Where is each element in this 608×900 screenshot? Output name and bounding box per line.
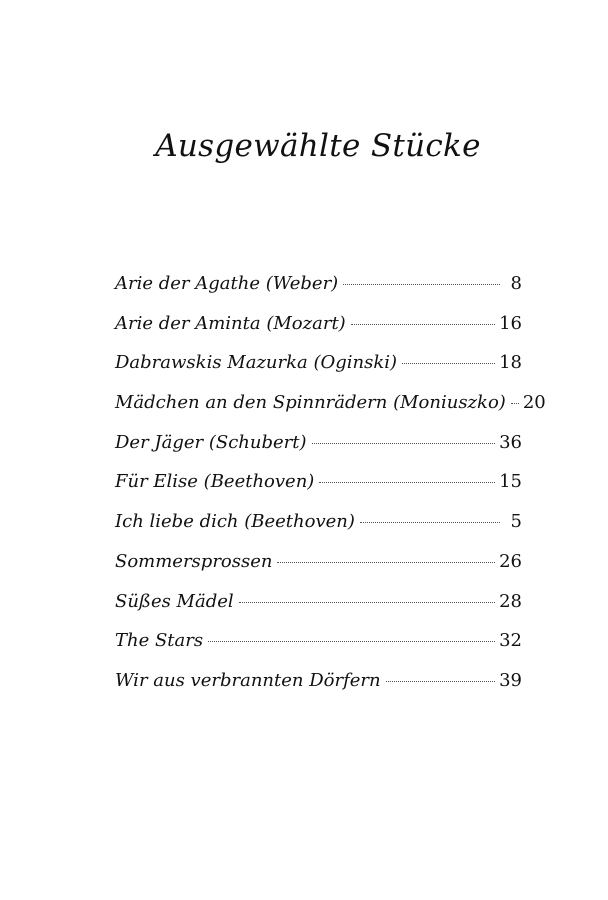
toc-entry-page: 20 [522, 392, 546, 414]
dot-leader [386, 681, 495, 682]
toc-entry-title: Arie der Aminta (Mozart) [115, 312, 346, 334]
dot-leader [360, 522, 500, 523]
toc-entry [115, 667, 522, 707]
toc-entry-page: 5 [510, 511, 522, 533]
toc-entry-page: 15 [499, 471, 522, 493]
toc-entry [115, 429, 522, 469]
table-of-contents [115, 270, 546, 707]
toc-entry [115, 349, 522, 389]
toc-entry [115, 588, 522, 628]
toc-entry [115, 627, 522, 667]
dot-leader [402, 363, 495, 364]
toc-entry-title: Süßes Mädel [115, 590, 234, 612]
dot-leader [511, 403, 519, 404]
toc-entry-title: The Stars [115, 630, 204, 652]
toc-entry-page: 32 [499, 630, 522, 652]
toc-entry-title: Arie der Agathe (Weber) [115, 273, 339, 294]
toc-entry-title: Der Jäger (Schubert) [115, 431, 307, 453]
toc-entry-title: Ich liebe dich (Beethoven) [115, 511, 355, 533]
dot-leader [277, 562, 495, 563]
toc-entry-page: 28 [499, 590, 522, 612]
toc-entry-page: 36 [499, 431, 522, 453]
toc-entry-page: 8 [510, 273, 522, 294]
dot-leader [319, 482, 495, 483]
dot-leader [343, 284, 500, 285]
toc-entry-title: Wir aus verbrannten Dörfern [115, 669, 381, 691]
toc-entry [115, 508, 522, 548]
toc-entry-title: Mädchen an den Spinnrädern (Moniuszko) [115, 392, 506, 414]
toc-entry-title: Für Elise (Beethoven) [115, 471, 315, 493]
dot-leader [208, 641, 495, 642]
dot-leader [312, 443, 496, 444]
dot-leader [351, 324, 495, 325]
toc-entry-title: Dabrawskis Mazurka (Oginski) [115, 352, 398, 374]
toc-entry-page: 26 [499, 550, 522, 572]
page-title: Ausgewählte Stücke [155, 128, 481, 164]
dot-leader [239, 602, 495, 603]
toc-entry [115, 389, 546, 429]
toc-entry [115, 270, 522, 310]
toc-entry-page: 39 [499, 669, 522, 691]
toc-entry-title: Sommersprossen [115, 550, 273, 572]
toc-entry-page: 18 [499, 352, 522, 374]
toc-entry-page: 16 [499, 312, 522, 334]
toc-entry [115, 548, 522, 588]
toc-entry [115, 310, 522, 350]
toc-entry [115, 468, 522, 508]
